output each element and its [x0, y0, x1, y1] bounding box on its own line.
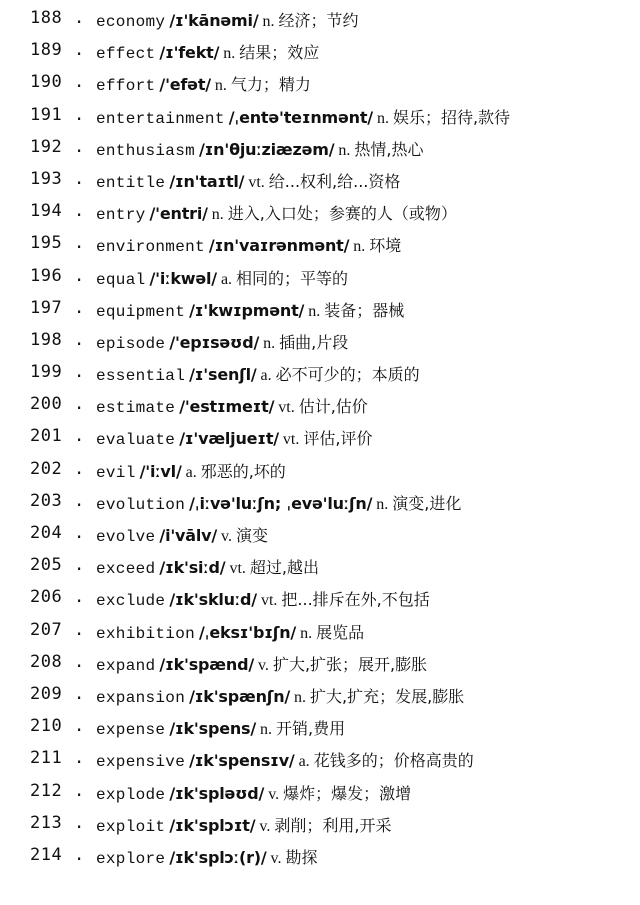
vocab-entry — [0, 618, 640, 650]
entry-dot: . — [74, 716, 85, 737]
entry-number: 205 — [30, 555, 63, 576]
entry-number: 212 — [30, 780, 63, 801]
entry-dot: . — [74, 136, 85, 157]
entry-number: 195 — [30, 233, 63, 254]
entry-phonetic: /ɪn'taɪtl/ — [169, 171, 245, 191]
vocab-entry — [0, 103, 640, 135]
entry-number: 203 — [30, 490, 63, 511]
vocab-entry — [0, 811, 640, 843]
entry-pos: n. — [300, 624, 313, 642]
entry-number: 192 — [30, 136, 63, 157]
vocab-entry — [0, 714, 640, 746]
entry-pos: a. — [298, 753, 310, 771]
entry-pos: a. — [185, 463, 197, 481]
entry-number: 193 — [30, 168, 63, 189]
entry-word: expansion — [96, 688, 186, 707]
entry-pos: vt. — [260, 592, 278, 610]
vocab-entry — [0, 38, 640, 70]
vocab-list — [0, 6, 640, 875]
entry-number: 213 — [30, 812, 63, 833]
entry-number: 191 — [30, 104, 63, 125]
entry-meaning: 勘探 — [285, 847, 318, 867]
entry-dot: . — [74, 780, 85, 801]
entry-dot: . — [74, 812, 85, 833]
entry-phonetic: /ɪk'spens/ — [169, 719, 257, 739]
entry-number: 199 — [30, 362, 63, 383]
entry-dot: . — [74, 748, 85, 769]
entry-pos: v. — [270, 849, 282, 867]
entry-pos: v. — [268, 785, 280, 803]
entry-phonetic: /ɪ'fekt/ — [159, 43, 220, 63]
entry-pos: n. — [308, 302, 321, 320]
entry-word: exhibition — [96, 624, 196, 643]
entry-dot: . — [74, 426, 85, 447]
vocab-entry — [0, 585, 640, 617]
entry-phonetic: /i'vālv/ — [159, 526, 218, 545]
entry-word: entry — [96, 206, 146, 225]
entry-meaning: 展览品 — [316, 622, 365, 642]
entry-meaning: 超过,越出 — [249, 558, 319, 578]
entry-number: 211 — [30, 748, 63, 769]
entry-meaning: 必不可少的；本质的 — [275, 365, 420, 385]
entry-dot: . — [74, 168, 85, 189]
entry-number: 200 — [30, 394, 63, 415]
entry-dot: . — [74, 8, 85, 28]
entry-meaning: 邪恶的,坏的 — [200, 461, 286, 481]
entry-word: explode — [96, 785, 166, 804]
entry-word: expand — [96, 656, 156, 675]
entry-word: environment — [96, 238, 205, 257]
entry-pos: v. — [221, 528, 233, 545]
entry-phonetic: /ɪk'siːd/ — [159, 558, 226, 578]
entry-phonetic: /ɪ'senʃl/ — [189, 365, 257, 385]
entry-phonetic: /'entri/ — [149, 204, 208, 224]
entry-dot: . — [74, 555, 85, 576]
entry-number: 194 — [30, 201, 63, 222]
vocab-entry — [0, 135, 640, 167]
vocab-entry — [0, 650, 640, 682]
entry-dot: . — [74, 362, 85, 383]
entry-pos: v. — [259, 817, 271, 835]
vocab-entry — [0, 457, 640, 489]
entry-phonetic: /ɪk'spləʊd/ — [169, 783, 265, 803]
entry-word: evolution — [96, 495, 186, 514]
entry-word: exceed — [96, 560, 156, 579]
vocab-entry — [0, 682, 640, 714]
entry-meaning: 给...权利,给...资格 — [268, 171, 401, 191]
entry-meaning: 剥削；利用,开采 — [274, 815, 392, 835]
entry-number: 214 — [30, 844, 63, 865]
entry-number: 209 — [30, 683, 63, 704]
entry-meaning: 热情,热心 — [354, 139, 424, 159]
entry-word: expense — [96, 721, 166, 740]
entry-word: entitle — [96, 173, 166, 192]
entry-word: entertainment — [96, 109, 225, 128]
entry-number: 204 — [30, 523, 63, 543]
vocab-entry — [0, 264, 640, 296]
entry-pos: vt. — [278, 399, 295, 417]
vocab-entry — [0, 296, 640, 328]
entry-word: episode — [96, 334, 166, 353]
entry-word: exploit — [96, 817, 166, 836]
entry-pos: a. — [260, 367, 272, 385]
entry-dot: . — [74, 651, 85, 672]
entry-dot: . — [74, 683, 85, 704]
entry-phonetic: /ɪk'spænʃn/ — [189, 686, 291, 706]
entry-meaning: 气力；精力 — [230, 75, 311, 95]
entry-phonetic: /ɪk'splɔː(r)/ — [169, 847, 267, 867]
entry-phonetic: /ɪk'skluːd/ — [169, 590, 257, 610]
entry-dot: . — [74, 458, 85, 479]
entry-pos: n. — [211, 206, 224, 224]
entry-number: 207 — [30, 619, 63, 640]
entry-pos: vt. — [282, 431, 300, 449]
entry-meaning: 演变 — [236, 526, 269, 545]
entry-pos: n. — [353, 238, 366, 256]
entry-pos: n. — [263, 334, 276, 352]
entry-number: 198 — [30, 329, 63, 350]
entry-word: estimate — [96, 399, 176, 418]
vocab-entry — [0, 231, 640, 263]
entry-dot: . — [74, 329, 85, 350]
entry-meaning: 估计,估价 — [298, 397, 368, 417]
entry-number: 202 — [30, 458, 63, 479]
entry-word: enthusiasm — [96, 141, 196, 160]
entry-dot: . — [74, 523, 85, 543]
entry-word: evaluate — [96, 431, 176, 450]
entry-phonetic: /ɪ'væljueɪt/ — [179, 429, 279, 449]
vocab-entry — [0, 6, 640, 38]
vocab-entry — [0, 521, 640, 553]
entry-pos: n. — [376, 109, 389, 127]
entry-phonetic: /ɪ'kānəmi/ — [169, 11, 259, 30]
entry-meaning: 把...排斥在外,不包括 — [281, 590, 430, 610]
entry-meaning: 开销,费用 — [276, 719, 346, 739]
entry-pos: vt. — [248, 173, 265, 191]
entry-dot: . — [74, 104, 85, 125]
entry-meaning: 插曲,片段 — [279, 332, 349, 352]
vocab-entry — [0, 553, 640, 585]
entry-word: equipment — [96, 302, 186, 321]
entry-meaning: 花钱多的；价格高贵的 — [313, 751, 474, 771]
vocab-entry — [0, 746, 640, 778]
entry-dot: . — [74, 40, 85, 61]
entry-meaning: 扩大,扩充；发展,膨胀 — [310, 686, 465, 706]
entry-number: 208 — [30, 651, 63, 672]
vocab-entry — [0, 392, 640, 424]
entry-meaning: 娱乐；招待,款待 — [392, 107, 511, 127]
vocab-entry — [0, 489, 640, 521]
vocab-entry — [0, 360, 640, 392]
entry-phonetic: /ˌeksɪ'bɪʃn/ — [199, 622, 297, 642]
entry-pos: n. — [214, 77, 227, 95]
entry-pos: n. — [294, 688, 307, 706]
entry-number: 190 — [30, 72, 63, 93]
entry-meaning: 扩大,扩张；展开,膨胀 — [272, 654, 428, 674]
entry-phonetic: /ɪk'splɔɪt/ — [169, 815, 256, 835]
entry-phonetic: /ɪ'kwɪpmənt/ — [189, 300, 305, 320]
entry-pos: n. — [260, 721, 273, 739]
entry-dot: . — [74, 619, 85, 640]
entry-word: evolve — [96, 528, 156, 546]
entry-dot: . — [74, 265, 85, 286]
entry-phonetic: /ɪn'θjuːziæzəm/ — [199, 139, 335, 159]
entry-dot: . — [74, 490, 85, 511]
entry-meaning: 经济；节约 — [278, 11, 359, 30]
entry-number: 197 — [30, 297, 63, 318]
entry-word: essential — [96, 367, 186, 386]
entry-meaning: 装备；器械 — [324, 300, 405, 320]
entry-word: economy — [96, 13, 166, 31]
entry-word: effect — [96, 45, 156, 64]
entry-dot: . — [74, 587, 85, 608]
entry-dot: . — [74, 297, 85, 318]
entry-number: 210 — [30, 716, 63, 737]
entry-meaning: 环境 — [369, 236, 402, 256]
entry-word: equal — [96, 270, 146, 289]
entry-phonetic: /ɪn'vaɪrənmənt/ — [208, 236, 350, 256]
entry-pos: v. — [257, 656, 269, 674]
entry-pos: n. — [338, 141, 351, 159]
entry-pos: a. — [220, 270, 233, 288]
entry-dot: . — [74, 72, 85, 93]
entry-meaning: 演变,进化 — [392, 493, 462, 513]
entry-dot: . — [74, 394, 85, 415]
entry-word: effort — [96, 77, 156, 96]
entry-word: exclude — [96, 592, 166, 611]
vocab-entry — [0, 424, 640, 456]
entry-number: 201 — [30, 426, 63, 447]
entry-number: 206 — [30, 587, 63, 608]
entry-phonetic: /ˌiːvə'luːʃn; ˌevə'luːʃn/ — [189, 493, 373, 513]
entry-number: 189 — [30, 40, 63, 61]
entry-pos: n. — [223, 45, 236, 63]
entry-phonetic: /'efət/ — [159, 75, 211, 95]
entry-phonetic: /'epɪsəʊd/ — [169, 332, 260, 352]
entry-word: evil — [96, 463, 136, 482]
vocab-entry — [0, 328, 640, 360]
entry-meaning: 进入,入口处；参赛的人（或物） — [227, 204, 457, 224]
vocab-entry — [0, 843, 640, 875]
entry-word: expensive — [96, 753, 186, 772]
entry-meaning: 结果；效应 — [239, 43, 320, 63]
vocab-entry — [0, 70, 640, 102]
entry-phonetic: /ˌentə'teɪnmənt/ — [228, 107, 373, 127]
entry-phonetic: /'estɪmeɪt/ — [179, 397, 275, 417]
entry-meaning: 相同的；平等的 — [236, 268, 349, 288]
entry-dot: . — [74, 201, 85, 222]
entry-word: explore — [96, 849, 166, 868]
entry-pos: n. — [262, 13, 275, 30]
entry-phonetic: /ɪk'spensɪv/ — [189, 751, 295, 771]
entry-dot: . — [74, 233, 85, 254]
entry-pos: vt. — [229, 560, 246, 578]
entry-dot: . — [74, 844, 85, 865]
entry-phonetic: /'iːkwəl/ — [149, 268, 217, 288]
entry-phonetic: /'iːvl/ — [139, 461, 182, 481]
vocab-entry — [0, 167, 640, 199]
vocab-entry — [0, 199, 640, 231]
vocab-entry — [0, 779, 640, 811]
entry-meaning: 评估,评价 — [303, 429, 373, 449]
entry-number: 196 — [30, 265, 63, 286]
entry-number: 188 — [30, 8, 63, 28]
entry-meaning: 爆炸；爆发；激增 — [283, 783, 412, 803]
entry-phonetic: /ɪk'spænd/ — [159, 654, 254, 674]
entry-pos: n. — [376, 495, 389, 513]
